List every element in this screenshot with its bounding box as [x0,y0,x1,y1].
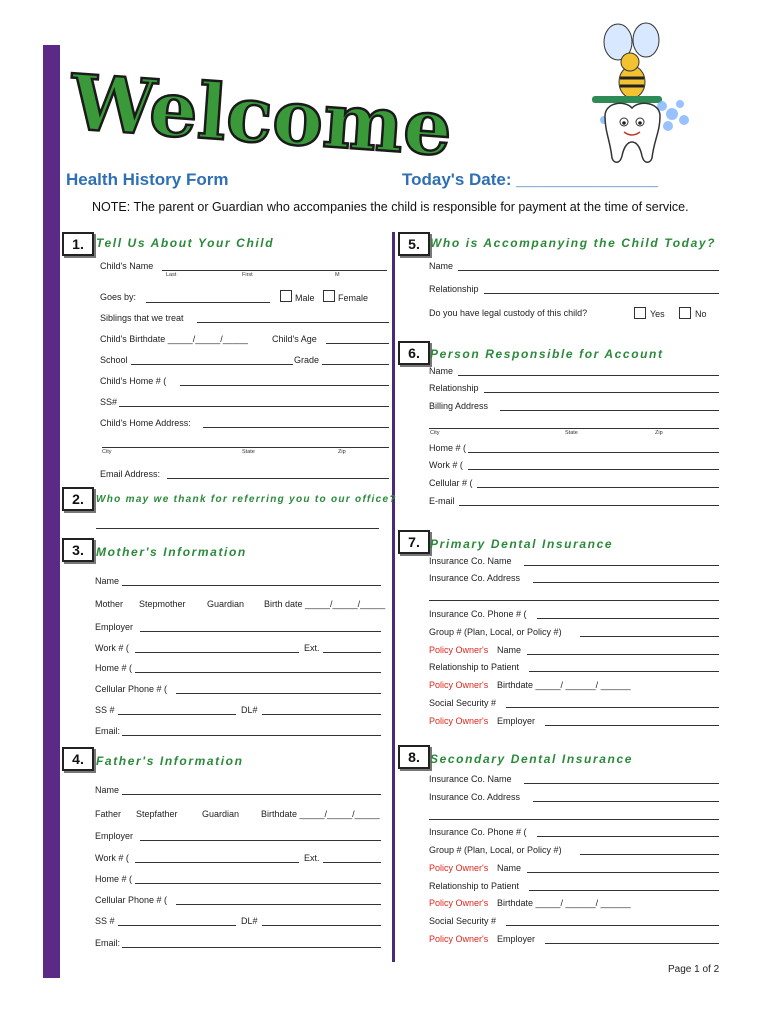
female-checkbox[interactable] [323,290,335,302]
welcome-logo-text: Welcome [67,57,455,174]
section-5-title: Who is Accompanying the Child Today? [430,236,717,250]
goes-by-label: Goes by: [100,292,137,302]
father-option[interactable]: Father [95,809,122,819]
female-label: Female [338,293,369,303]
childs-name-field[interactable] [162,270,387,271]
mother-cell-label: Cellular Phone # ( [95,684,168,694]
secondary-relationship-label: Relationship to Patient [429,881,520,891]
todays-date-label: Today's Date: _______________ [402,170,659,189]
last-sublabel: Last [166,272,177,278]
father-email-field[interactable] [122,947,381,948]
father-dl-field[interactable] [262,925,381,926]
father-guardian-option[interactable]: Guardian [202,809,240,819]
stepfather-option[interactable]: Stepfather [136,809,178,819]
secondary-ins-phone-label: Insurance Co. Phone # ( [429,827,527,837]
primary-group-field[interactable] [580,636,719,637]
goes-by-field[interactable] [146,302,270,303]
primary-po-name-label: Name [497,645,522,655]
section-3-number: 3. [62,538,94,562]
section-7-number: 7. [398,530,430,554]
custody-yes-checkbox[interactable] [634,307,646,319]
responsible-relationship-field[interactable] [484,392,719,393]
secondary-po-emp-prefix: Policy Owner's [429,934,489,944]
section-5-number: 5. [398,232,430,256]
mother-ss-label: SS # [95,705,115,715]
secondary-ins-address-field[interactable] [533,801,719,802]
referral-field[interactable] [96,528,379,529]
section-6-title: Person Responsible for Account [430,347,664,361]
section-1-title: Tell Us About Your Child [96,236,275,250]
father-ss-label: SS # [95,916,115,926]
mother-guardian-option[interactable]: Guardian [207,599,245,609]
school-field[interactable] [131,364,293,365]
male-label: Male [295,293,315,303]
section-4-title: Father's Information [96,754,244,768]
first-sublabel: First [242,272,253,278]
billing-address-field[interactable] [500,410,719,411]
accompany-name-label: Name [429,261,454,271]
birthdate-label[interactable]: Child's Birthdate _____/_____/_____ [100,334,248,344]
father-name-field[interactable] [122,794,381,795]
mother-name-label: Name [95,576,120,586]
mother-dl-field[interactable] [262,714,381,715]
responsible-email-label: E-mail [429,496,455,506]
responsible-home-label: Home # ( [429,443,467,453]
city-sublabel: City [102,449,112,455]
section-8-title: Secondary Dental Insurance [430,752,633,766]
siblings-field[interactable] [197,322,389,323]
payment-note: NOTE: The parent or Guardian who accompanies the child is responsible for payment at the time of service. [92,200,689,214]
primary-po-name-field[interactable] [527,654,719,655]
father-employer-label: Employer [95,831,134,841]
father-ext-label: Ext. [304,853,320,863]
responsible-home-field[interactable] [468,452,719,453]
email-field[interactable] [167,478,389,479]
mother-name-field[interactable] [122,585,381,586]
mother-work-field[interactable] [135,652,299,653]
email-label: Email Address: [100,469,161,479]
age-field[interactable] [326,343,389,344]
section-2-title: Who may we thank for referring you to our office? [96,494,397,505]
grade-label: Grade [294,355,320,365]
mother-dl-label: DL# [241,705,258,715]
secondary-ins-phone-field[interactable] [537,836,719,837]
mother-email-label: Email: [95,726,121,736]
state-sublabel: State [242,449,255,455]
secondary-ss-label: Social Security # [429,916,497,926]
custody-no-label: No [695,309,707,319]
mother-ext-label: Ext. [304,643,320,653]
primary-po-name-prefix: Policy Owner's [429,645,489,655]
secondary-po-employer-label: Employer [497,934,536,944]
primary-relationship-field[interactable] [529,671,719,672]
form-title: Health History Form [66,170,229,189]
mother-email-field[interactable] [122,735,381,736]
welcome-logo [62,45,455,174]
section-3-title: Mother's Information [96,545,247,559]
secondary-po-name-label: Name [497,863,522,873]
primary-ss-label: Social Security # [429,698,497,708]
ss-field[interactable] [119,406,389,407]
primary-ins-address-field[interactable] [533,582,719,583]
primary-group-label: Group # (Plan, Local, or Policy #) [429,627,562,637]
father-ext-field[interactable] [323,862,381,863]
billing-address-label: Billing Address [429,401,489,411]
father-home-label: Home # ( [95,874,133,884]
mother-employer-label: Employer [95,622,134,632]
secondary-ins-address-line2-field[interactable] [429,819,719,820]
mother-ext-field[interactable] [323,652,381,653]
section-1-number: 1. [62,232,94,256]
child-home-phone-field[interactable] [180,385,389,386]
siblings-label: Siblings that we treat [100,313,184,323]
custody-yes-label: Yes [650,309,665,319]
primary-relationship-label: Relationship to Patient [429,662,520,672]
stepmother-option[interactable]: Stepmother [139,599,186,609]
primary-ins-name-field[interactable] [524,565,719,566]
billing-state-sublabel: State [565,430,578,436]
accompany-relationship-field[interactable] [484,293,719,294]
purple-sidebar [43,45,60,978]
primary-po-employer-label: Employer [497,716,536,726]
zip-sublabel: Zip [338,449,346,455]
secondary-ins-name-field[interactable] [524,783,719,784]
tooth-bee-mascot-icon [580,20,700,165]
mother-employer-field[interactable] [140,631,381,632]
primary-ss-field[interactable] [506,707,719,708]
secondary-ins-address-label: Insurance Co. Address [429,792,521,802]
primary-ins-name-label: Insurance Co. Name [429,556,512,566]
billing-zip-sublabel: Zip [655,430,663,436]
father-ss-field[interactable] [118,925,236,926]
male-checkbox[interactable] [280,290,292,302]
section-6-number: 6. [398,341,430,365]
secondary-po-birth-prefix: Policy Owner's [429,898,489,908]
mother-cell-field[interactable] [176,693,381,694]
page-number: Page 1 of 2 [668,964,720,975]
mother-home-field[interactable] [135,672,381,673]
responsible-name-label: Name [429,366,454,376]
primary-ins-address-line2-field[interactable] [429,600,719,601]
secondary-relationship-field[interactable] [529,890,719,891]
section-2-number: 2. [62,487,94,511]
custody-question: Do you have legal custody of this child? [429,308,588,318]
secondary-po-name-prefix: Policy Owner's [429,863,489,873]
secondary-po-name-field[interactable] [527,872,719,873]
child-home-phone-label: Child's Home # ( [100,376,167,386]
father-cell-field[interactable] [176,904,381,905]
primary-ins-phone-field[interactable] [537,618,719,619]
ss-label: SS# [100,397,118,407]
responsible-work-label: Work # ( [429,460,463,470]
age-label: Child's Age [272,334,317,344]
primary-ins-address-label: Insurance Co. Address [429,573,521,583]
father-birthdate-label[interactable]: Birthdate _____/_____/_____ [261,809,380,819]
home-address-field[interactable] [203,427,389,428]
accompany-relationship-label: Relationship [429,284,479,294]
secondary-po-birthdate-label[interactable]: Birthdate _____/ ______/ ______ [497,898,631,908]
father-employer-field[interactable] [140,840,381,841]
city-state-zip-field[interactable] [102,447,389,448]
father-work-label: Work # ( [95,853,129,863]
school-label: School [100,355,128,365]
responsible-email-field[interactable] [459,505,719,506]
father-email-label: Email: [95,938,121,948]
father-home-field[interactable] [135,883,381,884]
home-address-label: Child's Home Address: [100,418,191,428]
mother-birthdate-label[interactable]: Birth date _____/_____/_____ [264,599,386,609]
secondary-group-label: Group # (Plan, Local, or Policy #) [429,845,562,855]
primary-po-emp-prefix: Policy Owner's [429,716,489,726]
responsible-work-field[interactable] [468,469,719,470]
section-4-number: 4. [62,747,94,771]
childs-name-label: Child's Name [100,261,154,271]
secondary-group-field[interactable] [580,854,719,855]
section-7-title: Primary Dental Insurance [430,537,614,551]
mi-sublabel: M [335,272,340,278]
father-cell-label: Cellular Phone # ( [95,895,168,905]
father-name-label: Name [95,785,120,795]
responsible-name-field[interactable] [458,375,719,376]
responsible-cell-field[interactable] [477,487,719,488]
mother-ss-field[interactable] [118,714,236,715]
father-dl-label: DL# [241,916,258,926]
mother-work-label: Work # ( [95,643,129,653]
responsible-relationship-label: Relationship [429,383,479,393]
secondary-ss-field[interactable] [506,925,719,926]
secondary-ins-name-label: Insurance Co. Name [429,774,512,784]
grade-field[interactable] [322,364,389,365]
accompany-name-field[interactable] [458,270,719,271]
father-work-field[interactable] [135,862,299,863]
responsible-cell-label: Cellular # ( [429,478,473,488]
column-divider [392,232,395,962]
primary-po-employer-field[interactable] [545,725,719,726]
custody-no-checkbox[interactable] [679,307,691,319]
billing-city-sublabel: City [430,430,440,436]
secondary-po-employer-field[interactable] [545,943,719,944]
primary-ins-phone-label: Insurance Co. Phone # ( [429,609,527,619]
primary-po-birthdate-label[interactable]: Birthdate _____/ ______/ ______ [497,680,631,690]
primary-po-birth-prefix: Policy Owner's [429,680,489,690]
mother-home-label: Home # ( [95,663,133,673]
billing-city-state-zip-field[interactable] [429,428,719,429]
section-8-number: 8. [398,745,430,769]
mother-option[interactable]: Mother [95,599,124,609]
